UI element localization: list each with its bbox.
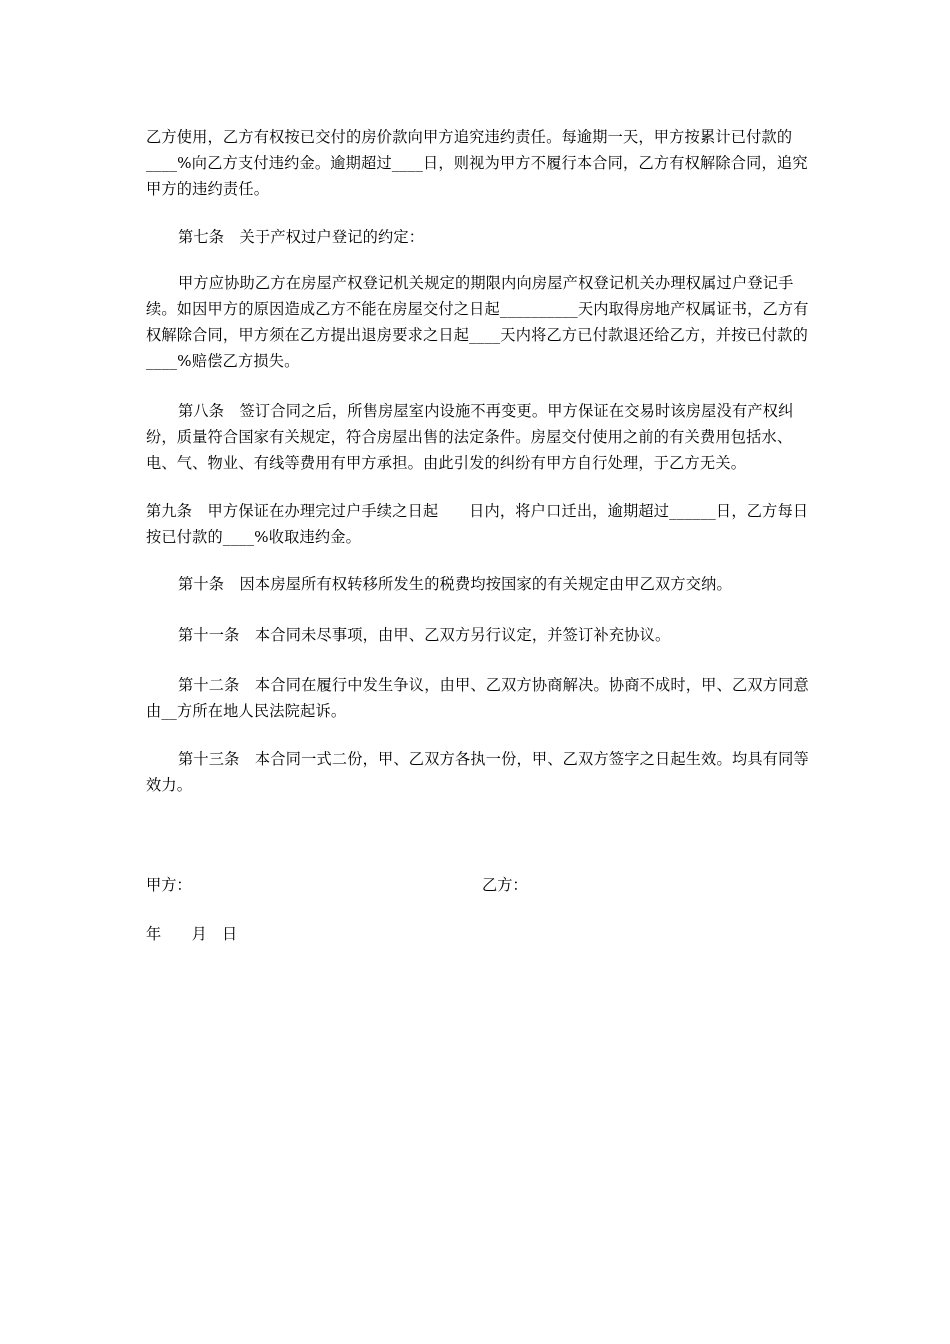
paragraph-article-10: 第十条 因本房屋所有权转移所发生的税费均按国家的有关规定由甲乙双方交纳。 [178,575,732,593]
party-b-signature-label: 乙方： [482,876,528,894]
paragraph-article-12: 第十二条 本合同在履行中发生争议，由甲、乙双方协商解决。协商不成时，甲、乙双方同意由__方所在地人民法院起诉。 [146,676,809,720]
paragraph-article-11: 第十一条 本合同未尽事项，由甲、乙双方另行议定，并签订补充协议。 [178,626,671,644]
paragraph-article-9: 第九条 甲方保证在办理完过户手续之日起 日内，将户口迁出，逾期超过______日，乙方每日按已付款的____%收取违约金。 [146,502,809,546]
party-a-signature-label: 甲方： [146,876,192,894]
paragraph-article-13: 第十三条 本合同一式二份，甲、乙双方各执一份，甲、乙双方签字之日起生效。均具有同等效力。 [146,750,809,794]
signature-date-line: 年 月 日 [146,925,238,943]
paragraph-article-6-continued: 乙方使用，乙方有权按已交付的房价款向甲方追究违约责任。每逾期一天，甲方按累计已付款的____%向乙方支付违约金。逾期超过____日，则视为甲方不履行本合同，乙方有权解除合同，追究甲方的违约责任。 [146,128,808,198]
paragraph-article-7-heading: 第七条 关于产权过户登记的约定： [178,228,425,246]
paragraph-article-8: 第八条 签订合同之后，所售房屋室内设施不再变更。甲方保证在交易时该房屋没有产权纠纷，质量符合国家有关规定，符合房屋出售的法定条件。房屋交付使用之前的有关费用包括水、电、气、物业、有线等费用有甲方承担。由此引发的纠纷有甲方自行处理，于乙方无关。 [146,402,794,472]
paragraph-article-7-body: 甲方应协助乙方在房屋产权登记机关规定的期限内向房屋产权登记机关办理权属过户登记手续。如因甲方的原因造成乙方不能在房屋交付之日起__________天内取得房地产权属证书，乙方有权解除合同，甲方须在乙方提出退房要求之日起____天内将乙方已付款退还给乙方，并按已付款的____%赔偿乙方损失。 [146,274,809,370]
